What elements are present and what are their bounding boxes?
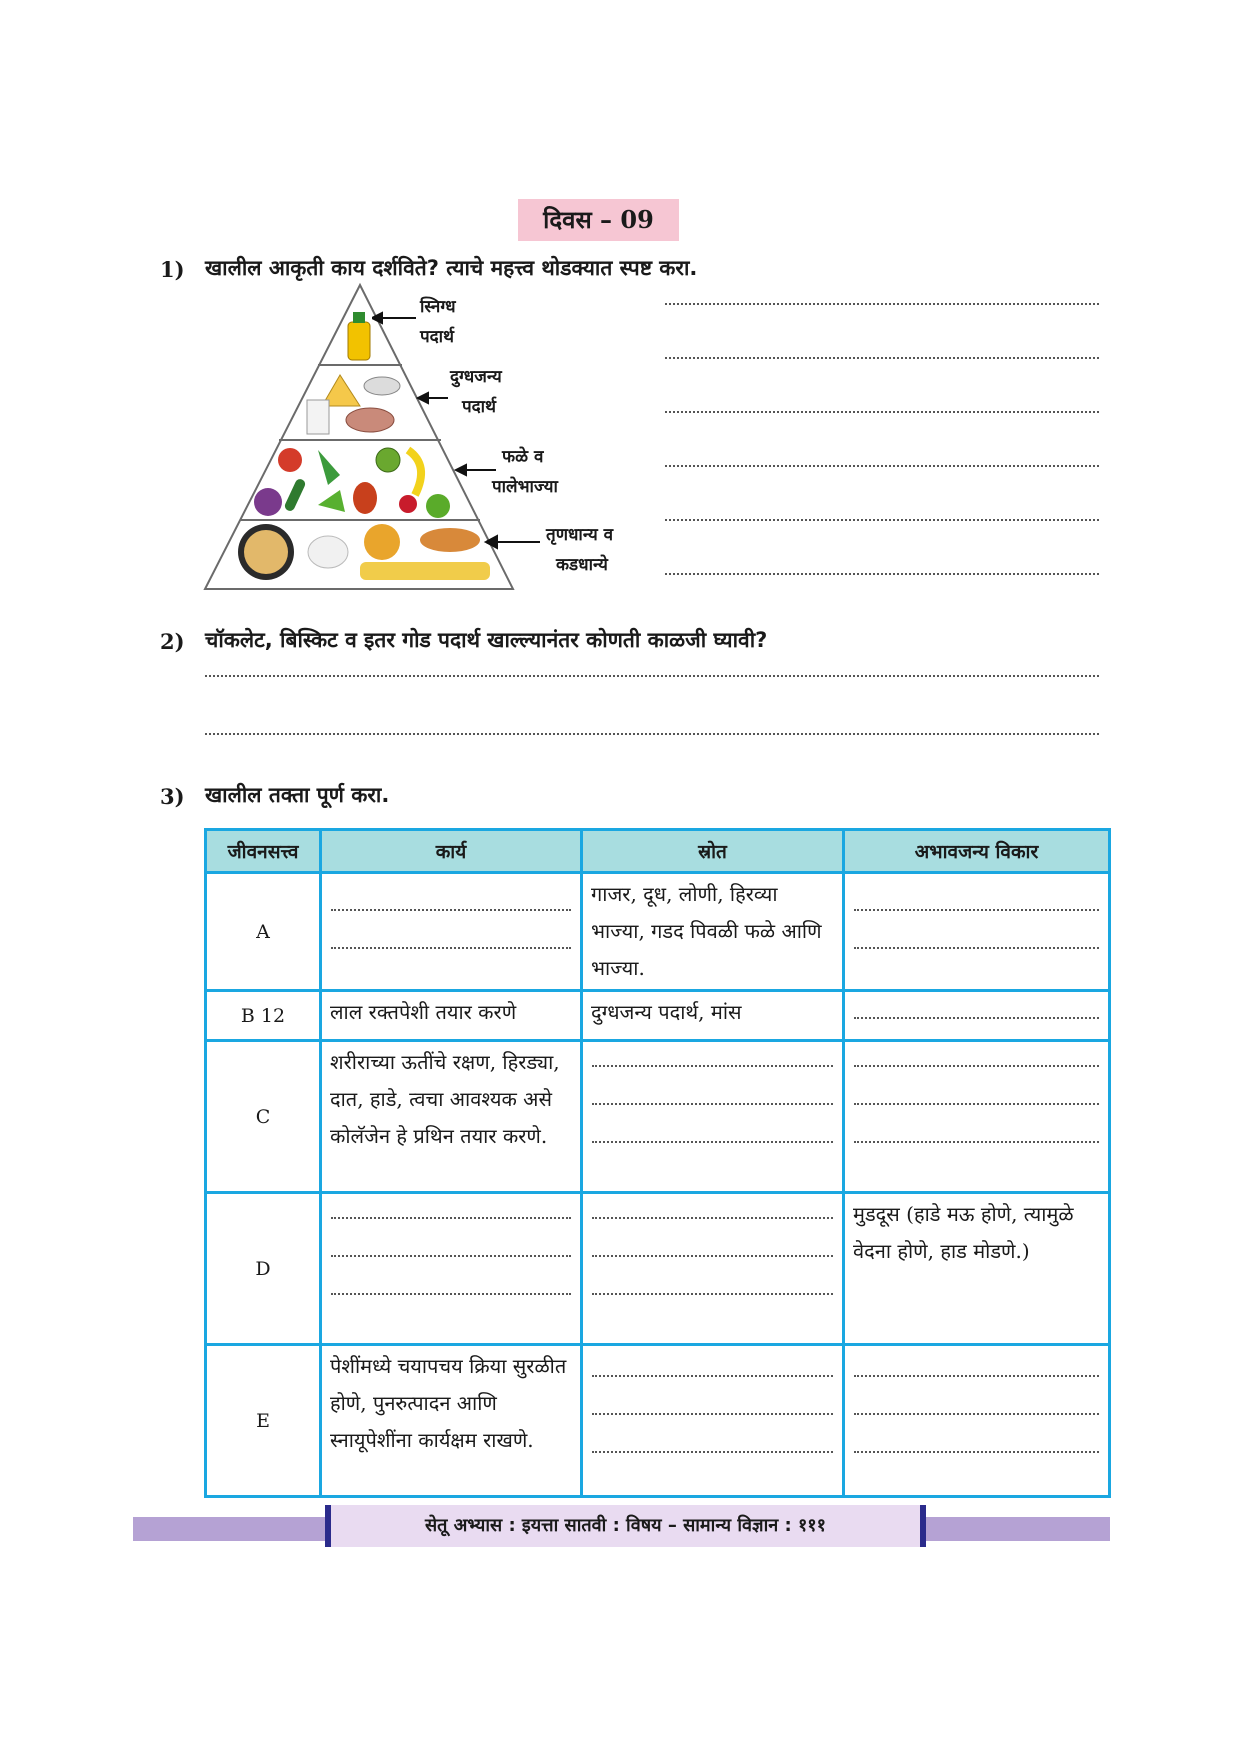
q1-answer-line-4[interactable] bbox=[665, 465, 1099, 467]
pyramid-label-fruits: फळे व पालेभाज्या bbox=[492, 447, 558, 497]
q1-number: 1) bbox=[160, 257, 185, 282]
vitamin-table bbox=[204, 828, 1111, 1498]
q2-answer-line-2[interactable] bbox=[205, 733, 1099, 735]
vitamin-name: C bbox=[206, 1041, 321, 1193]
disorder-cell[interactable] bbox=[844, 1041, 1110, 1193]
header-disorder: अभावजन्य विकार bbox=[844, 830, 1110, 873]
source-cell: गाजर, दूध, लोणी, हिरव्या भाज्या, गडद पिवळी फळे आणि भाज्या. bbox=[582, 873, 844, 991]
function-cell: लाल रक्तपेशी तयार करणे bbox=[321, 991, 582, 1041]
q1-text: खालील आकृती काय दर्शविते? त्याचे महत्त्व थोडक्यात स्पष्ट करा. bbox=[205, 256, 698, 280]
day-title: दिवस – 09 bbox=[518, 199, 679, 241]
source-cell[interactable] bbox=[582, 1041, 844, 1193]
source-cell: दुग्धजन्य पदार्थ, मांस bbox=[582, 991, 844, 1041]
disorder-cell[interactable] bbox=[844, 991, 1110, 1041]
pyramid-label-dairy: दुग्धजन्य पदार्थ bbox=[450, 367, 502, 417]
pyramid-label-fats: स्निग्ध पदार्थ bbox=[420, 297, 456, 347]
q1-answer-line-2[interactable] bbox=[665, 357, 1099, 359]
q2-number: 2) bbox=[160, 629, 185, 654]
q1-answer-line-1[interactable] bbox=[665, 303, 1099, 305]
vitamin-name: E bbox=[206, 1345, 321, 1497]
q1-answer-line-6[interactable] bbox=[665, 573, 1099, 575]
function-cell[interactable] bbox=[321, 1193, 582, 1345]
table-row bbox=[206, 1041, 1110, 1193]
function-cell: पेशींमध्ये चयापचय क्रिया सुरळीत होणे, पुनरुत्पादन आणि स्नायूपेशींना कार्यक्षम राखणे. bbox=[321, 1345, 582, 1497]
q3-text: खालील तक्ता पूर्ण करा. bbox=[205, 783, 390, 807]
disorder-cell[interactable] bbox=[844, 1345, 1110, 1497]
function-cell: शरीराच्या ऊतींचे रक्षण, हिरड्या, दात, हाडे, त्वचा आवश्यक असे कोलॅजेन हे प्रथिन तयार करणे. bbox=[321, 1041, 582, 1193]
pyramid-label-grains: तृणधान्य व कडधान्ये bbox=[546, 525, 614, 575]
function-cell[interactable] bbox=[321, 873, 582, 991]
header-source: स्रोत bbox=[582, 830, 844, 873]
q1-answer-line-5[interactable] bbox=[665, 519, 1099, 521]
q2-answer-line-1[interactable] bbox=[205, 675, 1099, 677]
table-row bbox=[206, 873, 1110, 991]
q2-text: चॉकलेट, बिस्किट व इतर गोड पदार्थ खाल्ल्यानंतर कोणती काळजी घ्यावी? bbox=[205, 628, 768, 652]
disorder-cell[interactable] bbox=[844, 873, 1110, 991]
source-cell[interactable] bbox=[582, 1193, 844, 1345]
source-cell[interactable] bbox=[582, 1345, 844, 1497]
vitamin-name: B 12 bbox=[206, 991, 321, 1041]
vitamin-name: D bbox=[206, 1193, 321, 1345]
table-row bbox=[206, 1193, 1110, 1345]
header-vitamin: जीवनसत्त्व bbox=[206, 830, 321, 873]
table-row bbox=[206, 991, 1110, 1041]
q3-number: 3) bbox=[160, 784, 185, 809]
grains-arrow bbox=[486, 530, 542, 554]
vitamin-name: A bbox=[206, 873, 321, 991]
footer-text: सेतू अभ्यास : इयत्ता सातवी : विषय – सामान्य विज्ञान : १११ bbox=[325, 1505, 926, 1547]
table-header-row bbox=[206, 830, 1110, 873]
disorder-cell: मुडदूस (हाडे मऊ होणे, त्यामुळे वेदना होणे, हाड मोडणे.) bbox=[844, 1193, 1110, 1345]
table-row bbox=[206, 1345, 1110, 1497]
header-function: कार्य bbox=[321, 830, 582, 873]
q1-answer-line-3[interactable] bbox=[665, 411, 1099, 413]
